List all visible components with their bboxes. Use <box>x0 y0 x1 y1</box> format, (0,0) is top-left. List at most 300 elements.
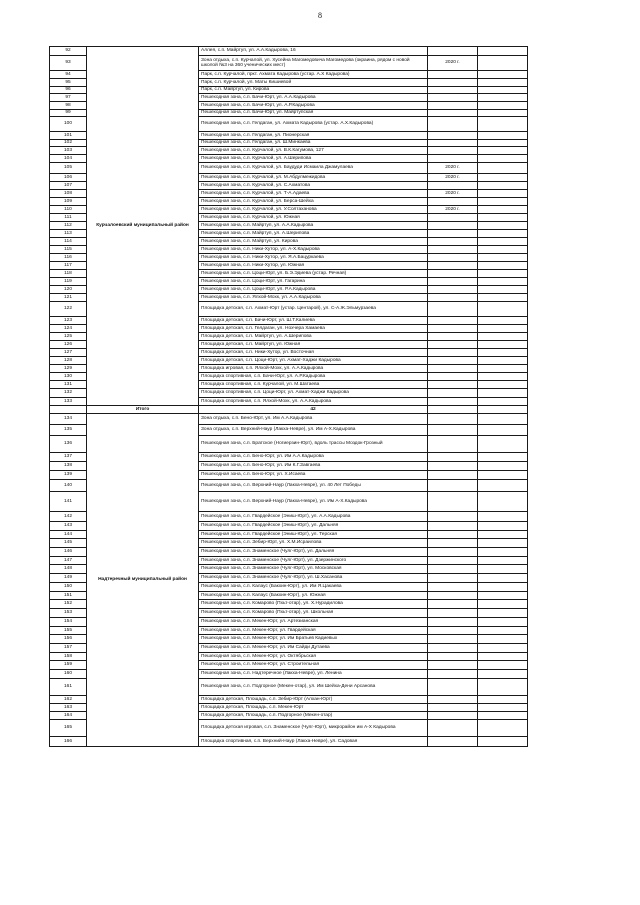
object-address: Пешеходная зона, с.п. Цоци-Юрт, ул. Гагарина <box>199 278 428 286</box>
planned-year: 2020 г. <box>428 56 478 71</box>
extra-column <box>478 333 528 341</box>
row-number: 148 <box>50 565 87 574</box>
extra-column <box>478 155 528 163</box>
extra-column <box>478 140 528 147</box>
planned-year <box>428 583 478 592</box>
row-number: 158 <box>50 653 87 661</box>
extra-column <box>478 583 528 592</box>
object-address: Пешеходная зона, с.п. Гвардейское (Эниш-Юрт), ул. Терская <box>199 531 428 539</box>
extra-column <box>478 214 528 222</box>
extra-column <box>478 381 528 389</box>
row-number: 159 <box>50 661 87 670</box>
object-address: Зона отдыха, с.п. Курчалой, ул. Хусейна Магомедовича Магомедова (окраина, рядом с новой школой №3 на 360 ученических мест) <box>199 56 428 71</box>
object-address: Пешеходная зона, с.п. Майртуп, ул. А.А.Кадырова <box>199 222 428 230</box>
object-address: Площадка детская, с.п. Майртуп, ул. Южная <box>199 341 428 349</box>
planned-year <box>428 480 478 492</box>
row-number: 107 <box>50 182 87 190</box>
object-address: Пешеходная зона, с.п. Знаменское (Чулг-Юрт), ул. Дзержинского <box>199 557 428 565</box>
row-number: 98 <box>50 102 87 110</box>
table-row <box>50 414 528 425</box>
object-address: Пешеходная зона, с.п. Гелдаган, ул. Пионерская <box>199 132 428 140</box>
planned-year <box>428 661 478 670</box>
object-address: Пешеходная зона, с.п. Ялхой-Мохк, ул. А.А.Кадырова <box>199 294 428 302</box>
row-number: 105 <box>50 163 87 174</box>
row-number: 113 <box>50 230 87 238</box>
row-number: 131 <box>50 381 87 389</box>
object-address: Площадка детская, с.п. Гелдаган, ул. Нохчера Хамаева <box>199 325 428 333</box>
row-number: 129 <box>50 365 87 373</box>
planned-year <box>428 102 478 110</box>
planned-year <box>428 373 478 381</box>
row-number: 165 <box>50 720 87 737</box>
planned-year <box>428 539 478 548</box>
object-address: Пешеходная зона, с.п. Курчалой, ул. А.Шерипова <box>199 155 428 163</box>
row-number: 128 <box>50 357 87 365</box>
extra-column <box>478 696 528 704</box>
object-address: Пешеходная зона, с.п. Гвардейское (Эниш-Юрт), ул. Дальняя <box>199 522 428 531</box>
planned-year <box>428 214 478 222</box>
row-number: 97 <box>50 94 87 102</box>
extra-column <box>478 644 528 653</box>
planned-year <box>428 294 478 302</box>
row-number: 162 <box>50 696 87 704</box>
planned-year <box>428 333 478 341</box>
planned-year <box>428 278 478 286</box>
total-value: 42 <box>199 406 428 414</box>
extra-column <box>478 398 528 406</box>
row-number: 143 <box>50 522 87 531</box>
row-number: 115 <box>50 246 87 254</box>
object-address: Площадка спортивная, с.п. Ялхой-Мохк, ул. А.А.Кадырова <box>199 398 428 406</box>
planned-year <box>428 286 478 294</box>
object-address: Пешеходная зона, с.п. Курчалой, ул. Баудуди Исмаила Джамулаева <box>199 163 428 174</box>
extra-column <box>478 373 528 381</box>
extra-column <box>478 471 528 480</box>
row-number: 94 <box>50 71 87 79</box>
planned-year <box>428 147 478 155</box>
planned-year <box>428 325 478 333</box>
planned-year <box>428 471 478 480</box>
planned-year <box>428 222 478 230</box>
planned-year <box>428 357 478 365</box>
total-blank <box>50 406 87 414</box>
row-number: 125 <box>50 333 87 341</box>
planned-year <box>428 182 478 190</box>
extra-column <box>478 627 528 635</box>
extra-column <box>478 462 528 471</box>
object-address: Пешеходная зона, с.п. Мекен-Юрт, ул. Октябрьская <box>199 653 428 661</box>
extra-column <box>478 679 528 696</box>
planned-year: 2020 г. <box>428 206 478 214</box>
planned-year <box>428 453 478 462</box>
extra-column <box>478 262 528 270</box>
object-address: Площадка детская, с.п. Бачи-Юрт, ул. Ш.Т.Калиева <box>199 317 428 325</box>
object-address: Пешеходная зона, с.п. Бачи-Юрт, ул. А.Р.Кадырова <box>199 102 428 110</box>
extra-column <box>478 182 528 190</box>
extra-column <box>478 436 528 453</box>
extra-column <box>478 574 528 583</box>
row-number: 92 <box>50 47 87 56</box>
object-address: Пешеходная зона, с.п. Бачи-Юрт, ул. Майртупская <box>199 110 428 117</box>
object-address: Зона отдыха, с.п. Бено-Юрт, ул. Им А.А.Кадырова <box>199 414 428 425</box>
planned-year: 2020 г. <box>428 190 478 198</box>
object-address: Площадка спортивная, с.п. Цоци-Юрт, ул. Ахмат-Хаджи Кадырова <box>199 389 428 398</box>
row-number: 103 <box>50 147 87 155</box>
object-address: Пешеходная зона, с.п. Гелдаган, ул. Ш.Минкаева <box>199 140 428 147</box>
extra-column <box>478 190 528 198</box>
row-number: 100 <box>50 117 87 132</box>
extra-column <box>478 635 528 644</box>
planned-year <box>428 557 478 565</box>
planned-year <box>428 653 478 661</box>
planned-year <box>428 704 478 712</box>
object-address: Пешеходная зона, с.п. Бено-Юрт, ул. Им К.Г.Завгаева <box>199 462 428 471</box>
object-address: Пешеходная зона, с.п. Цоци-Юрт, ул. Б.Э.Эдиева (устар. Речная) <box>199 270 428 278</box>
row-number: 110 <box>50 206 87 214</box>
row-number: 119 <box>50 278 87 286</box>
planned-year <box>428 592 478 600</box>
object-address: Пешеходная зона, с.п. Ники-Хутор, ул. А-Х.Кадырова <box>199 246 428 254</box>
row-number: 157 <box>50 644 87 653</box>
object-address: Пешеходная зона, с.п. Курчалой, ул. У.Солтаханова <box>199 206 428 214</box>
object-address: Пешеходная зона, с.п. Знаменское (Чулг-Юрт), ул. Дальняя <box>199 548 428 557</box>
row-number: 127 <box>50 349 87 357</box>
extra-column <box>478 94 528 102</box>
object-address: Пешеходная зона, с.п. Мекен-Юрт, ул. Им Братьев Кадиевых <box>199 635 428 644</box>
row-number: 132 <box>50 389 87 398</box>
extra-column <box>478 341 528 349</box>
extra-column <box>478 531 528 539</box>
object-address: Пешеходная зона, с.п. Цоци-Юрт, ул. Р.А.Кадырова <box>199 286 428 294</box>
planned-year <box>428 230 478 238</box>
object-address: Пешеходная зона, с.п. Мекен-Юрт, ул. Строительная <box>199 661 428 670</box>
planned-year <box>428 389 478 398</box>
row-number: 141 <box>50 492 87 512</box>
row-number: 147 <box>50 557 87 565</box>
row-number: 96 <box>50 87 87 94</box>
object-address: Аллея, с.п. Майртуп, ул. А.А.Кадырова, 16 <box>199 47 428 56</box>
object-address: Площадка детская, с.п. Майртуп, ул. А.Шерипова <box>199 333 428 341</box>
planned-year <box>428 349 478 357</box>
extra-column <box>478 238 528 246</box>
planned-year <box>428 574 478 583</box>
row-number: 153 <box>50 609 87 618</box>
object-address: Пешеходная зона, с.п. Бачи-Юрт, ул. А.А.Кадырова <box>199 94 428 102</box>
row-number: 95 <box>50 79 87 87</box>
row-number: 154 <box>50 618 87 627</box>
district-name: Надтеречный муниципальный район <box>87 414 199 747</box>
object-address: Пешеходная зона, с.п. Гвардейское (Эниш-Юрт), ул. А.А.Кадырова <box>199 512 428 522</box>
planned-year: 2020 г. <box>428 174 478 182</box>
row-number: 161 <box>50 679 87 696</box>
total-empty <box>478 406 528 414</box>
object-address: Площадка спортивная, с.п. Бачи-Юрт, ул. А.Р.Кадырова <box>199 373 428 381</box>
object-address: Пешеходная зона, с.п. Калаус (Бакхин-Юрт), ул. Им Я.Цакаева <box>199 583 428 592</box>
object-address: Пешеходная зона, с.п. Курчалой, ул. С.Ахматова <box>199 182 428 190</box>
row-number: 124 <box>50 325 87 333</box>
row-number: 126 <box>50 341 87 349</box>
planned-year <box>428 644 478 653</box>
extra-column <box>478 246 528 254</box>
object-address: Пешеходная зона, с.п. Комарово (Пхьт-отар), ул. Школьная <box>199 609 428 618</box>
planned-year <box>428 492 478 512</box>
object-address: Парк, с.п. Майртуп, ул. Кирова <box>199 87 428 94</box>
extra-column <box>478 704 528 712</box>
extra-column <box>478 492 528 512</box>
planned-year <box>428 198 478 206</box>
planned-year <box>428 436 478 453</box>
planned-year <box>428 627 478 635</box>
object-address: Площадка детская, Площадь, с.п. Подгорное (Мекен-отар) <box>199 712 428 720</box>
row-number: 101 <box>50 132 87 140</box>
planned-year <box>428 79 478 87</box>
planned-year <box>428 635 478 644</box>
object-address: Пешеходная зона, с.п. Ники-Хутор, ул. Южная <box>199 262 428 270</box>
extra-column <box>478 389 528 398</box>
object-address: Пешеходная зона, с.п. Зебир-Юрт, ул. Х.М.Исраилова <box>199 539 428 548</box>
planned-year: 2020 г. <box>428 163 478 174</box>
object-address: Зона отдыха, с.п. Верхний-Наур (Лакха-Невре), ул. Им А-Х.Кадырова <box>199 425 428 436</box>
extra-column <box>478 147 528 155</box>
planned-year <box>428 670 478 679</box>
object-address: Пешеходная зона, с.п. Комарово (Пхьт-отар), ул. Х.Нурадилова <box>199 600 428 609</box>
extra-column <box>478 357 528 365</box>
row-number: 121 <box>50 294 87 302</box>
planned-year <box>428 317 478 325</box>
extra-column <box>478 47 528 56</box>
row-number: 114 <box>50 238 87 246</box>
planned-year <box>428 618 478 627</box>
planned-year <box>428 117 478 132</box>
planned-year <box>428 110 478 117</box>
planned-year <box>428 720 478 737</box>
planned-year <box>428 270 478 278</box>
planned-year <box>428 414 478 425</box>
extra-column <box>478 79 528 87</box>
extra-column <box>478 102 528 110</box>
total-empty <box>428 406 478 414</box>
extra-column <box>478 653 528 661</box>
extra-column <box>478 548 528 557</box>
extra-column <box>478 600 528 609</box>
row-number: 117 <box>50 262 87 270</box>
extra-column <box>478 317 528 325</box>
extra-column <box>478 512 528 522</box>
row-number: 130 <box>50 373 87 381</box>
extra-column <box>478 87 528 94</box>
extra-column <box>478 325 528 333</box>
row-number: 93 <box>50 56 87 71</box>
extra-column <box>478 110 528 117</box>
object-address: Пешеходная зона, с.п. Мекен-Юрт, ул. Гвардейская <box>199 627 428 635</box>
row-number: 166 <box>50 737 87 747</box>
row-number: 122 <box>50 302 87 317</box>
row-number: 109 <box>50 198 87 206</box>
object-address: Пешеходная зона, с.п. Майртуп, ул. Кирова <box>199 238 428 246</box>
object-address: Пешеходная зона, с.п. Подгорное (Мекен-отар), ул. Им Шейха-Дени Арсанова <box>199 679 428 696</box>
row-number: 133 <box>50 398 87 406</box>
object-address: Пешеходная зона, с.п. Надтеречное (Лакха-Невре), ул. Ленина <box>199 670 428 679</box>
row-number: 136 <box>50 436 87 453</box>
extra-column <box>478 425 528 436</box>
row-number: 104 <box>50 155 87 163</box>
row-number: 118 <box>50 270 87 278</box>
object-address: Пешеходная зона, с.п. Знаменское (Чулг-Юрт), ул. Ш.Хасанова <box>199 574 428 583</box>
planned-year <box>428 94 478 102</box>
planned-year <box>428 600 478 609</box>
planned-year <box>428 565 478 574</box>
planned-year <box>428 696 478 704</box>
row-number: 164 <box>50 712 87 720</box>
row-number: 152 <box>50 600 87 609</box>
extra-column <box>478 737 528 747</box>
object-address: Пешеходная зона, с.п. Бено-Юрт, ул. Х.Исаева <box>199 471 428 480</box>
extra-column <box>478 254 528 262</box>
extra-column <box>478 71 528 79</box>
row-number: 163 <box>50 704 87 712</box>
row-number: 106 <box>50 174 87 182</box>
object-address: Пешеходная зона, с.п. Верхний-Наур (Лакха-Невре), ул. 40 Лет Победы <box>199 480 428 492</box>
planned-year <box>428 341 478 349</box>
extra-column <box>478 206 528 214</box>
row-number: 137 <box>50 453 87 462</box>
extra-column <box>478 198 528 206</box>
planned-year <box>428 462 478 471</box>
row-number: 145 <box>50 539 87 548</box>
row-number: 139 <box>50 471 87 480</box>
object-address: Пешеходная зона, с.п. Гелдаган, ул. Ахмата Кадырова (устар. А.Х.Кадырова) <box>199 117 428 132</box>
planned-year <box>428 155 478 163</box>
object-address: Парк, с.п. Курчалой, пркт. Ахмата Кадырова (устар. А.Х Кадырова) <box>199 71 428 79</box>
extra-column <box>478 720 528 737</box>
planned-year <box>428 531 478 539</box>
row-number: 111 <box>50 214 87 222</box>
extra-column <box>478 480 528 492</box>
extra-column <box>478 661 528 670</box>
planned-year <box>428 609 478 618</box>
planned-year <box>428 737 478 747</box>
improvement-objects-table <box>49 46 528 747</box>
row-number: 112 <box>50 222 87 230</box>
planned-year <box>428 365 478 373</box>
total-label: Итого <box>87 406 199 414</box>
row-number: 144 <box>50 531 87 539</box>
object-address: Пешеходная зона, с.п. Курчалой, ул. В.К.Кагумова, 127 <box>199 147 428 155</box>
extra-column <box>478 349 528 357</box>
extra-column <box>478 557 528 565</box>
planned-year <box>428 425 478 436</box>
planned-year <box>428 302 478 317</box>
planned-year <box>428 254 478 262</box>
row-number: 156 <box>50 635 87 644</box>
row-number: 99 <box>50 110 87 117</box>
extra-column <box>478 609 528 618</box>
extra-column <box>478 222 528 230</box>
row-number: 149 <box>50 574 87 583</box>
planned-year <box>428 47 478 56</box>
planned-year <box>428 238 478 246</box>
row-number: 123 <box>50 317 87 325</box>
extra-column <box>478 117 528 132</box>
extra-column <box>478 712 528 720</box>
object-address: Пешеходная зона, с.п. Знаменское (Чулг-Юрт), ул. Московская <box>199 565 428 574</box>
planned-year <box>428 71 478 79</box>
planned-year <box>428 262 478 270</box>
planned-year <box>428 398 478 406</box>
object-address: Пешеходная зона, с.п. Калаус (Бакхин-Юрт), ул. Южная <box>199 592 428 600</box>
object-address: Площадка спортивная, с.п. Верхний-Наур (Лакха-Невре), ул. Садовая <box>199 737 428 747</box>
extra-column <box>478 565 528 574</box>
extra-column <box>478 539 528 548</box>
object-address: Пешеходная зона, с.п. Верхний-Наур (Лакха-Невре), ул. Им А-Х.Кадырова <box>199 492 428 512</box>
planned-year <box>428 512 478 522</box>
row-number: 138 <box>50 462 87 471</box>
planned-year <box>428 381 478 389</box>
extra-column <box>478 592 528 600</box>
row-number: 102 <box>50 140 87 147</box>
row-number: 108 <box>50 190 87 198</box>
table-row <box>50 47 528 56</box>
extra-column <box>478 453 528 462</box>
object-address: Парк, с.п. Курчалой, ул. Маты Кишиевой <box>199 79 428 87</box>
object-address: Пешеходная зона, с.п. Курчалой, ул. Южная <box>199 214 428 222</box>
extra-column <box>478 270 528 278</box>
planned-year <box>428 87 478 94</box>
row-number: 142 <box>50 512 87 522</box>
total-row <box>50 406 528 414</box>
row-number: 155 <box>50 627 87 635</box>
object-address: Пешеходная зона, с.п. Курчалой, ул. М.Абдулмежидова <box>199 174 428 182</box>
object-address: Площадка детская, с.п. Ники-Хутор, ул. Восточная <box>199 349 428 357</box>
row-number: 116 <box>50 254 87 262</box>
extra-column <box>478 174 528 182</box>
row-number: 120 <box>50 286 87 294</box>
district-name: Курчалоевский муниципальный район <box>87 47 199 406</box>
object-address: Пешеходная зона, с.п. Курчалой, ул. Т-А.Адаева <box>199 190 428 198</box>
planned-year <box>428 679 478 696</box>
object-address: Пешеходная зона, с.п. Мекен-Юрт, ул. Им Сайди Дутаева <box>199 644 428 653</box>
row-number: 135 <box>50 425 87 436</box>
extra-column <box>478 132 528 140</box>
object-address: Пешеходная зона, с.п. Братское (Ногиерзин-Юрт), вдоль трассы Моздок-Грозный <box>199 436 428 453</box>
row-number: 140 <box>50 480 87 492</box>
extra-column <box>478 286 528 294</box>
page-number: 8 <box>318 11 322 20</box>
object-address: Пешеходная зона, с.п. Мекен-Юрт, ул. Артезианская <box>199 618 428 627</box>
object-address: Площадка детская, с.п. Ахмат-Юрт (устар. Центарой), ул. С-А.Ж.Эльмурзаева <box>199 302 428 317</box>
row-number: 146 <box>50 548 87 557</box>
planned-year <box>428 140 478 147</box>
planned-year <box>428 246 478 254</box>
object-address: Пешеходная зона, с.п. Бено-Юрт, ул. Им А.А.Кадырова <box>199 453 428 462</box>
object-address: Площадка детская, с.п. Цоци-Юрт, ул. Ахмат-Хаджи Кадырова <box>199 357 428 365</box>
row-number: 151 <box>50 592 87 600</box>
extra-column <box>478 618 528 627</box>
extra-column <box>478 294 528 302</box>
row-number: 160 <box>50 670 87 679</box>
extra-column <box>478 302 528 317</box>
object-address: Пешеходная зона, с.п. Курчалой, ул. Берса-Шейха <box>199 198 428 206</box>
object-address: Площадка спортивная, с.п. Курчалой, ул. М.Шатаева <box>199 381 428 389</box>
extra-column <box>478 522 528 531</box>
extra-column <box>478 163 528 174</box>
planned-year <box>428 712 478 720</box>
extra-column <box>478 278 528 286</box>
planned-year <box>428 548 478 557</box>
extra-column <box>478 56 528 71</box>
object-address: Площадка детская игровая, с.п. Знаменское (Чулг-Юрт), микрорайон им А-Х Кадырова <box>199 720 428 737</box>
object-address: Пешеходная зона, с.п. Майртуп, ул. А.Шерипова <box>199 230 428 238</box>
